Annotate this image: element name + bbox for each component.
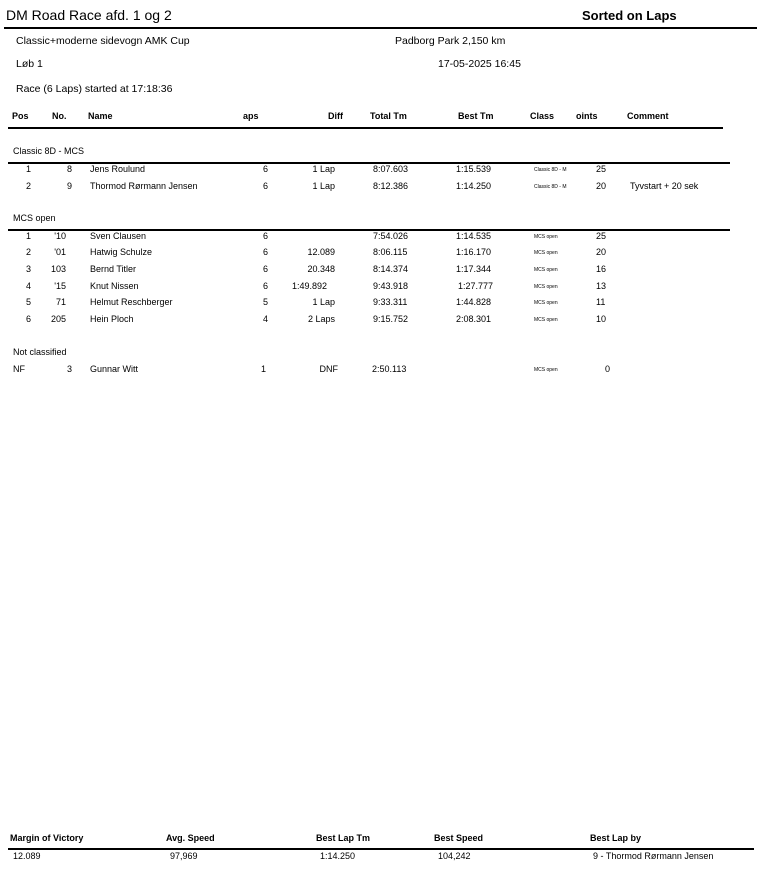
cell-no: '01 — [54, 247, 66, 257]
cell-points: 20 — [596, 247, 607, 257]
cell-total: 2:50.113 — [372, 364, 407, 374]
cell-name: Bernd Titler — [90, 264, 137, 274]
cell-points: 10 — [596, 314, 607, 324]
col-comment: Comment — [627, 111, 669, 121]
cell-laps: 5 — [262, 297, 268, 307]
cell-laps: 6 — [262, 281, 268, 291]
cell-pos: 6 — [26, 314, 32, 324]
cup-name: Classic+moderne sidevogn AMK Cup — [16, 35, 190, 47]
cell-class: MCS open — [534, 284, 558, 290]
cell-name: Gunnar Witt — [90, 364, 139, 374]
footer-label-best-lap-by: Best Lap by — [590, 833, 642, 843]
col-class: Class — [530, 111, 555, 121]
cell-class: MCS open — [534, 267, 558, 273]
cell-diff: 2 Laps — [307, 314, 335, 324]
footer-label-best-speed: Best Speed — [434, 833, 484, 843]
col-name: Name — [88, 111, 113, 121]
cell-total: 9:43.918 — [373, 281, 409, 291]
cell-name: Jens Roulund — [90, 164, 146, 174]
cell-no: '10 — [54, 231, 66, 241]
footer-value-best-lap: 1:14.250 — [320, 851, 356, 861]
cell-pos: 2 — [26, 247, 32, 257]
footer-label-best-lap: Best Lap Tm — [316, 833, 371, 843]
cell-best: 1:44.828 — [456, 297, 492, 307]
cell-laps: 4 — [262, 314, 268, 324]
cell-laps: 6 — [262, 231, 268, 241]
cell-pos: 3 — [26, 264, 32, 274]
cell-no: 71 — [55, 297, 66, 307]
cell-no: 8 — [66, 164, 72, 174]
cell-pos: 5 — [26, 297, 32, 307]
cell-pos: 1 — [26, 231, 32, 241]
header-divider — [4, 27, 757, 29]
cell-total: 8:06.115 — [373, 247, 408, 257]
footer-value-best-lap-by: 9 - Thormod Rørmann Jensen — [593, 851, 714, 861]
cell-total: 9:33.311 — [373, 297, 408, 307]
col-pos: Pos — [12, 111, 29, 121]
cell-total: 8:07.603 — [373, 164, 409, 174]
cell-laps: 6 — [262, 264, 268, 274]
cell-no: 3 — [66, 364, 72, 374]
group-title: Classic 8D - MCS — [13, 146, 85, 156]
cell-class: MCS open — [534, 234, 558, 240]
cell-name: Hatwig Schulze — [90, 247, 153, 257]
col-laps: aps — [243, 111, 259, 121]
cell-best: 1:14.535 — [456, 231, 492, 241]
cell-laps: 6 — [262, 181, 268, 191]
cell-best: 1:15.539 — [456, 164, 492, 174]
cell-no: '15 — [54, 281, 66, 291]
cell-diff: 1 Lap — [312, 164, 335, 174]
cell-total: 9:15.752 — [373, 314, 409, 324]
footer-label-margin: Margin of Victory — [10, 833, 84, 843]
cell-laps: 6 — [262, 247, 268, 257]
cell-name: Helmut Reschberger — [90, 297, 173, 307]
cell-total: 8:14.374 — [373, 264, 409, 274]
cell-points: 13 — [596, 281, 607, 291]
cell-points: 11 — [596, 297, 606, 307]
cell-points: 25 — [596, 231, 607, 241]
cell-pos: 1 — [26, 164, 32, 174]
column-header-divider — [8, 127, 723, 129]
group-title: MCS open — [13, 213, 56, 223]
track-name: Padborg Park 2,150 km — [395, 35, 506, 47]
heat-label: Løb 1 — [16, 58, 43, 70]
cell-no: 103 — [50, 264, 66, 274]
race-datetime: 17-05-2025 16:45 — [438, 58, 521, 70]
cell-best: 1:14.250 — [456, 181, 492, 191]
cell-class: Classic 8D - M — [534, 184, 567, 190]
race-info: Race (6 Laps) started at 17:18:36 — [16, 83, 173, 95]
footer-label-avg-speed: Avg. Speed — [166, 833, 215, 843]
cell-name: Knut Nissen — [90, 281, 139, 291]
report-title: DM Road Race afd. 1 og 2 — [6, 7, 172, 23]
cell-laps: 6 — [262, 164, 268, 174]
sort-label: Sorted on Laps — [582, 8, 677, 23]
cell-name: Thormod Rørmann Jensen — [90, 181, 198, 191]
cell-name: Hein Ploch — [90, 314, 134, 324]
cell-diff: 12.089 — [307, 247, 335, 257]
cell-best: 1:17.344 — [456, 264, 492, 274]
footer-divider — [8, 848, 754, 850]
cell-diff: 1:49.892 — [291, 281, 327, 291]
col-diff: Diff — [328, 111, 343, 121]
cell-pos: NF — [13, 364, 25, 374]
cell-class: MCS open — [534, 250, 558, 256]
cell-total: 7:54.026 — [373, 231, 409, 241]
footer-value-avg-speed: 97,969 — [170, 851, 198, 861]
cell-total: 8:12.386 — [373, 181, 409, 191]
col-no: No. — [52, 111, 67, 121]
cell-points: 0 — [605, 364, 611, 374]
cell-class: MCS open — [534, 317, 558, 323]
footer-value-best-speed: 104,242 — [438, 851, 471, 861]
cell-comment: Tyvstart + 20 sek — [630, 181, 699, 191]
cell-no: 9 — [66, 181, 72, 191]
cell-pos: 4 — [26, 281, 32, 291]
cell-pos: 2 — [26, 181, 32, 191]
cell-class: MCS open — [534, 300, 558, 306]
cell-best: 1:27.777 — [458, 281, 494, 291]
cell-points: 16 — [596, 264, 607, 274]
cell-diff: 1 Lap — [312, 297, 335, 307]
col-best: Best Tm — [458, 111, 494, 121]
cell-best: 2:08.301 — [456, 314, 492, 324]
cell-diff: DNF — [319, 364, 338, 374]
cell-class: Classic 8D - M — [534, 167, 567, 173]
cell-class: MCS open — [534, 367, 558, 373]
cell-name: Sven Clausen — [90, 231, 147, 241]
cell-laps: 1 — [260, 364, 266, 374]
cell-points: 20 — [596, 181, 607, 191]
cell-points: 25 — [596, 164, 607, 174]
cell-best: 1:16.170 — [456, 247, 492, 257]
col-total: Total Tm — [370, 111, 407, 121]
col-points: oints — [576, 111, 598, 121]
cell-diff: 1 Lap — [312, 181, 335, 191]
cell-diff: 20.348 — [307, 264, 335, 274]
cell-no: 205 — [50, 314, 66, 324]
not-classified-title: Not classified — [13, 347, 67, 357]
footer-value-margin: 12.089 — [13, 851, 41, 861]
